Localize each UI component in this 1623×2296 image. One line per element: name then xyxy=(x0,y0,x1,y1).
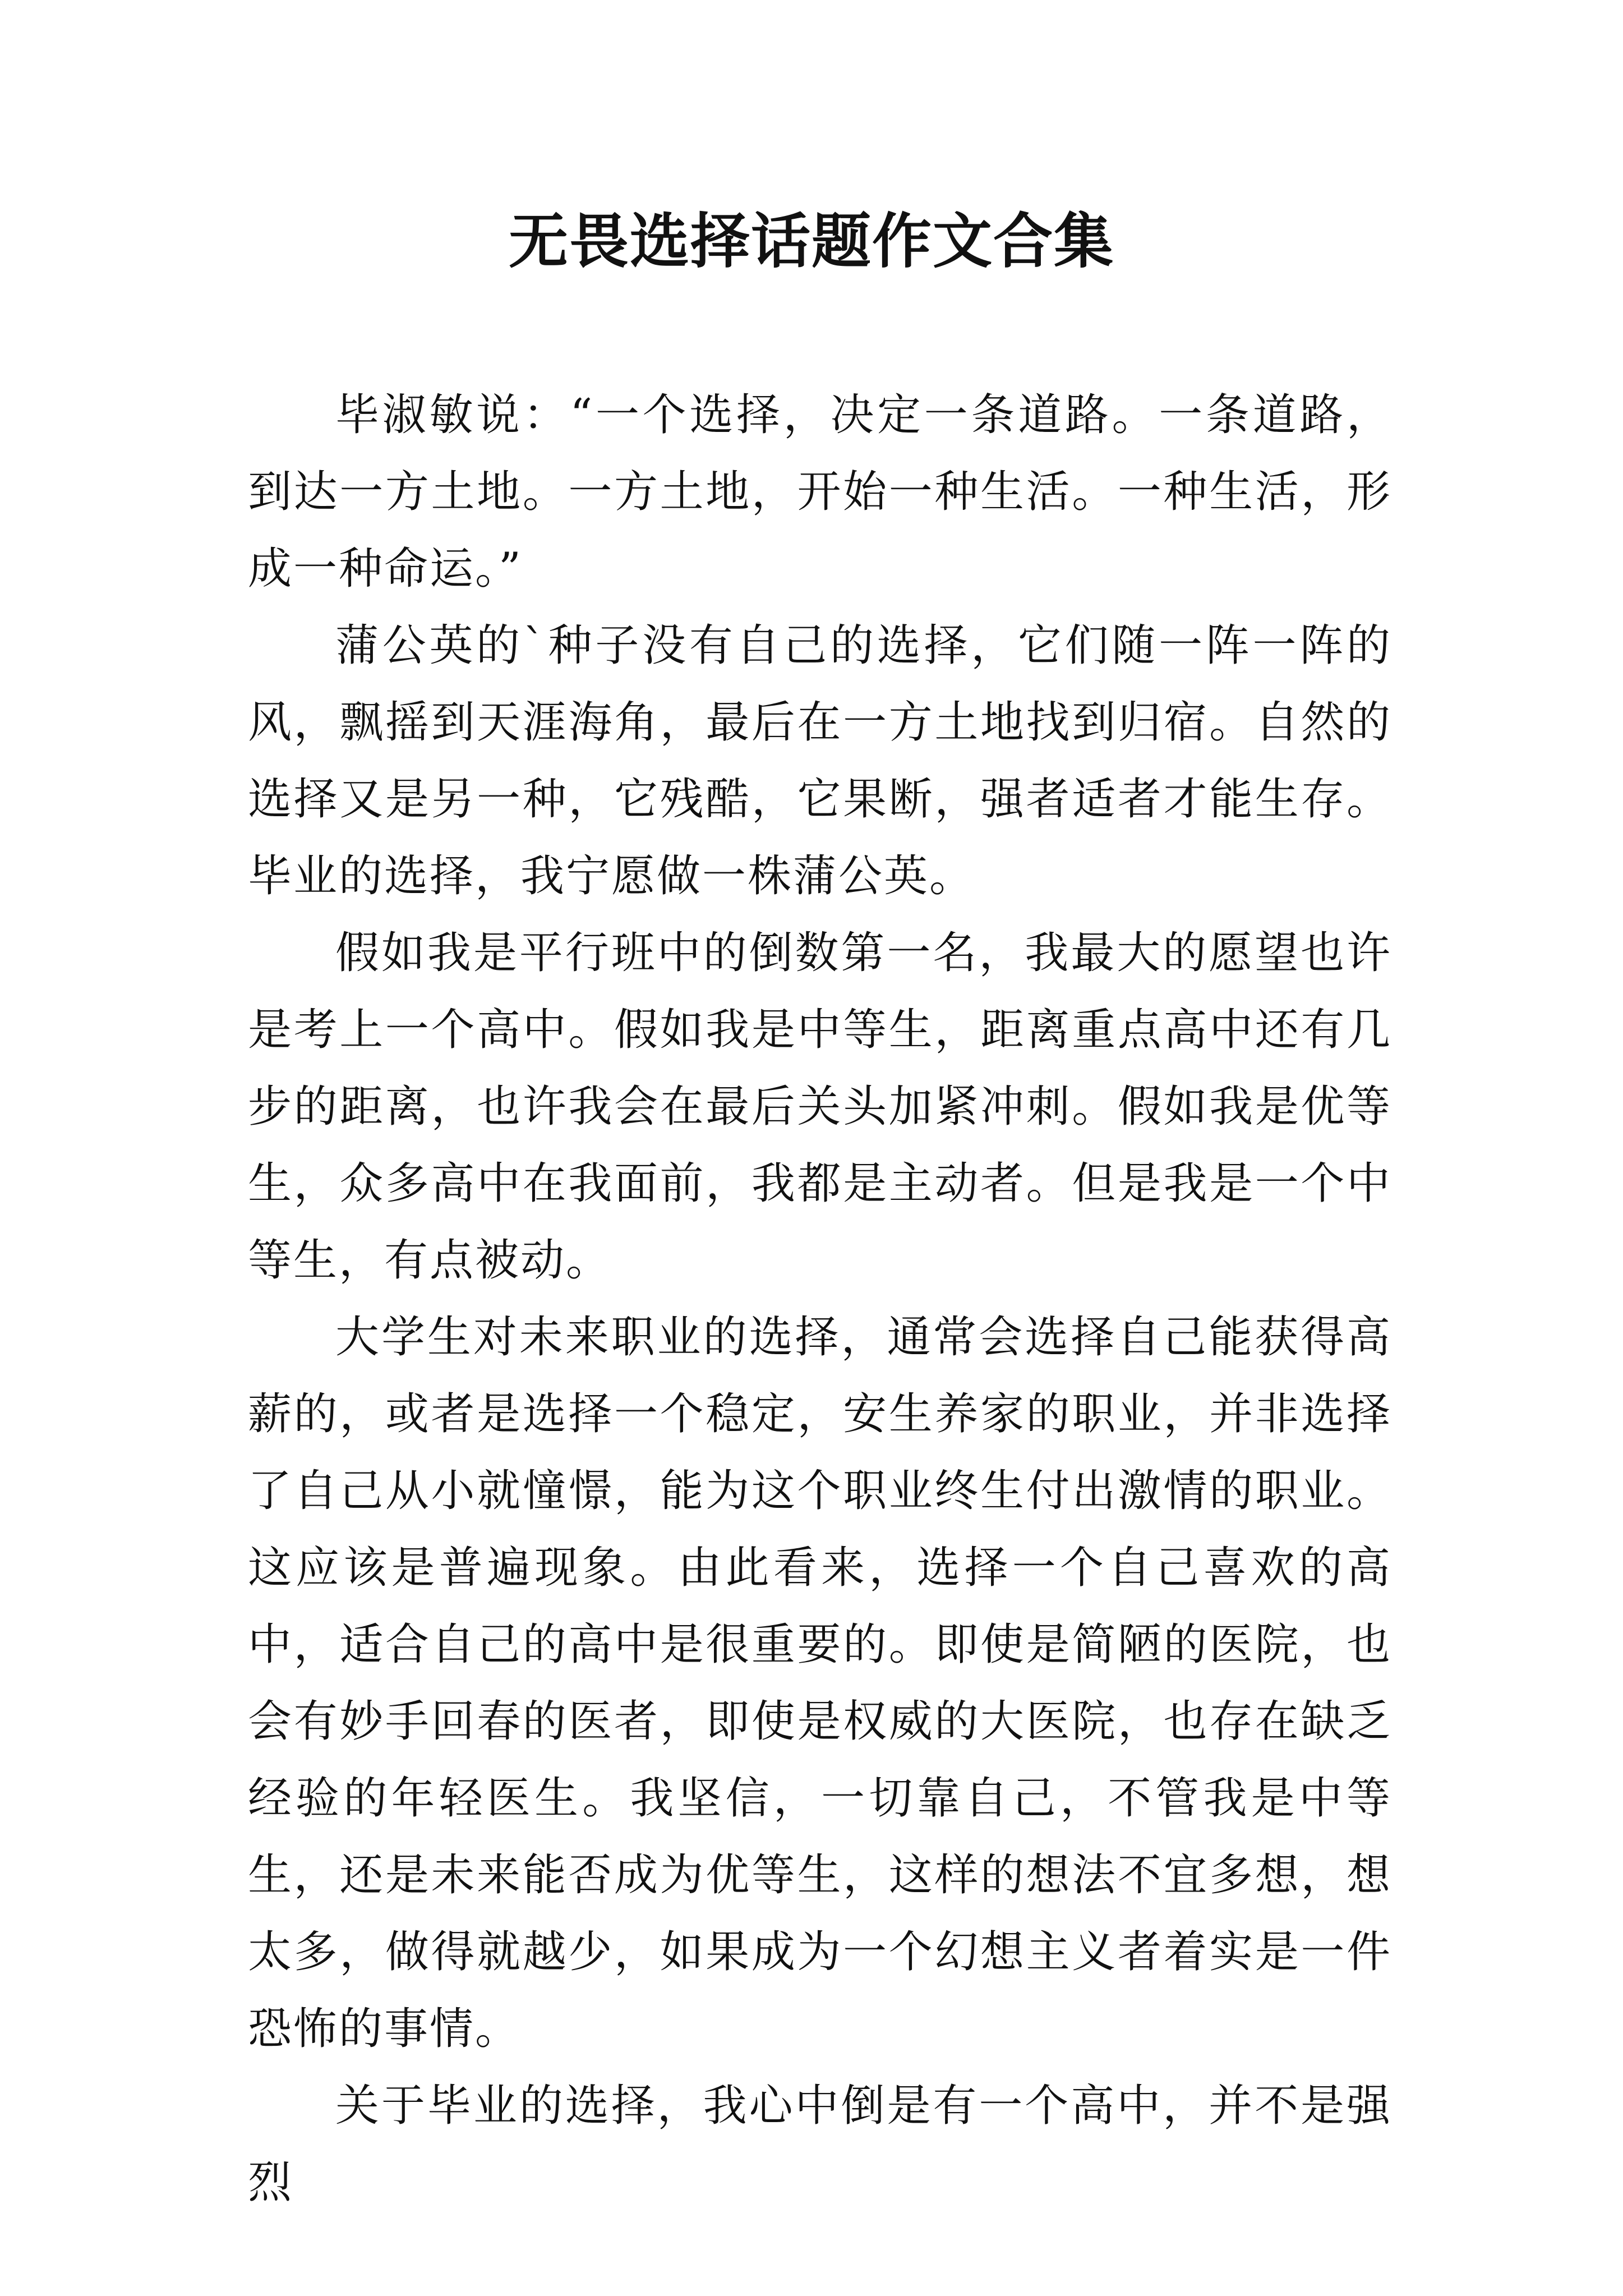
document-body xyxy=(248,377,1392,2221)
paragraph: 毕淑敏说：“一个选择，决定一条道路。一条道路，到达一方土地。一方土地，开始一种生活。一种生活，形成一种命运。” xyxy=(248,390,1392,594)
paragraph: 蒲公英的`种子没有自己的选择，它们随一阵一阵的风，飘摇到天涯海角，最后在一方土地找到归宿。自然的选择又是另一种，它残酷，它果断，强者适者才能生存。毕业的选择，我宁愿做一株蒲公英。 xyxy=(248,620,1392,901)
document-title: 无畏选择话题作文合集 xyxy=(509,206,1114,276)
paragraph: 关于毕业的选择，我心中倒是有一个高中，并不是强烈 xyxy=(248,2081,1392,2208)
paragraph: 大学生对未来职业的选择，通常会选择自己能获得高薪的，或者是选择一个稳定，安生养家的职业，并非选择了自己从小就憧憬，能为这个职业终生付出激情的职业。这应该是普遍现象。由此看来，选择一个自己喜欢的高中，适合自己的高中是很重要的。即使是简陋的医院，也会有妙手回春的医者，即使是权威的大医院，也存在缺乏经验的年轻医生。我坚信，一切靠自己，不管我是中等生，还是未来能否成为优等生，这样的想法不宜多想，想太多，做得就越少，如果成为一个幻想主义者着实是一件恐怖的事情。 xyxy=(248,1312,1392,2054)
paragraph: 假如我是平行班中的倒数第一名，我最大的愿望也许是考上一个高中。假如我是中等生，距离重点高中还有几步的距离，也许我会在最后关头加紧冲刺。假如我是优等生，众多高中在我面前，我都是主动者。但是我是一个中等生，有点被动。 xyxy=(248,928,1392,1286)
